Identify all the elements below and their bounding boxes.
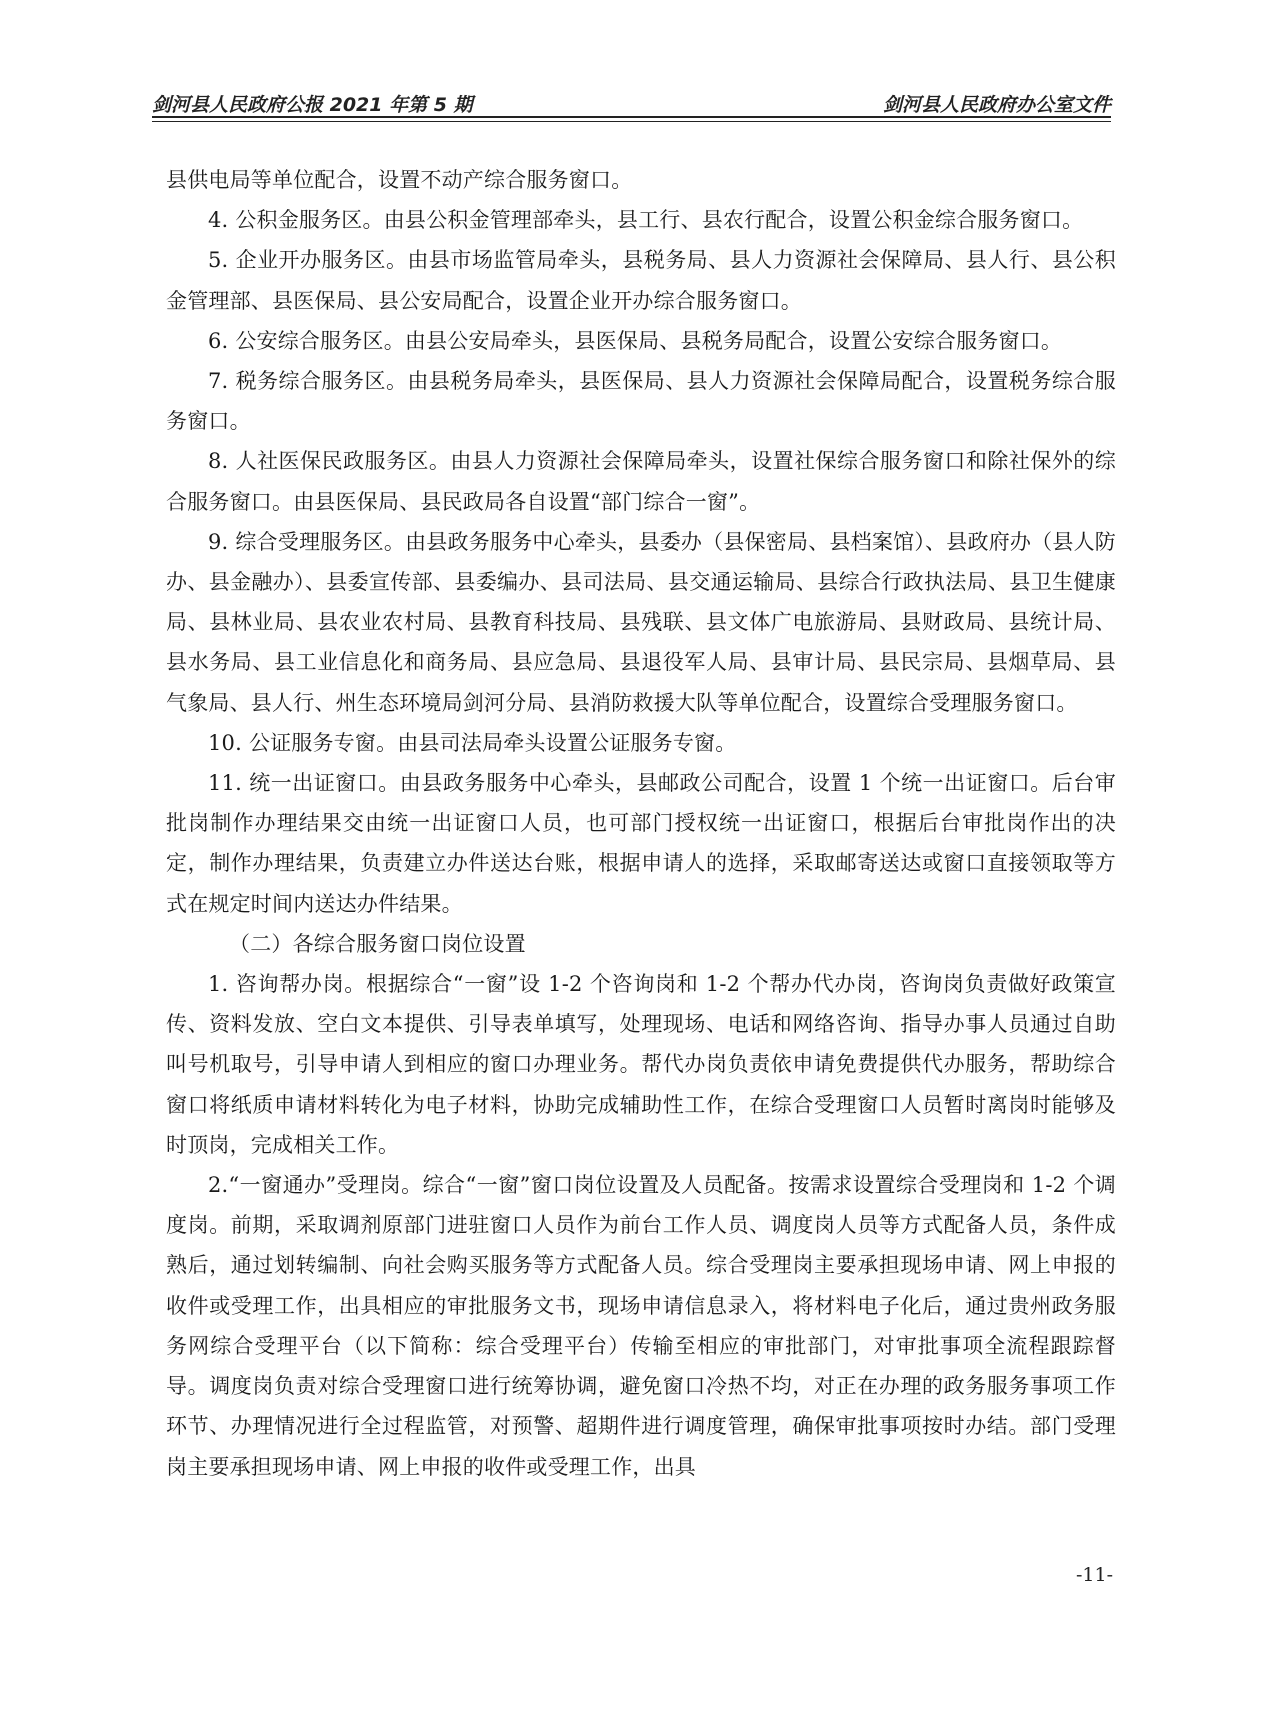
- page-number: -11-: [1075, 1564, 1113, 1586]
- header-rule-thick: [152, 116, 1111, 118]
- paragraph-item-4: 4. 公积金服务区。由县公积金管理部牵头，县工行、县农行配合，设置公积金综合服务窗口。: [208, 208, 1084, 233]
- section-heading: （二）各综合服务窗口岗位设置: [229, 931, 526, 956]
- paragraph-item-10: 10. 公证服务专窗。由县司法局牵头设置公证服务专窗。: [208, 730, 737, 755]
- paragraph-item-8: 8. 人社医保民政服务区。由县人力资源社会保障局牵头，设置社保综合服务窗口和除社保外的综合服务窗口。由县医保局、县民政局各自设置“部门综合一窗”。: [166, 449, 1116, 514]
- paragraph-item-9: 9. 综合受理服务区。由县政务服务中心牵头，县委办（县保密局、县档案馆）、县政府办（县人防办、县金融办）、县委宣传部、县委编办、县司法局、县交通运输局、县综合行政执法局、县卫生健康局、县林业局、县农业农村局、县教育科技局、县残联、县文体广电旅游局、县财政局、县统计局、县水务局、县工业信息化和商务局、县应急局、县退役军人局、县审计局、县民宗局、县烟草局、县气象局、县人行、州生态环境局剑河分局、县消防救援大队等单位配合，设置综合受理服务窗口。: [166, 529, 1116, 715]
- header-rule-thin: [152, 121, 1111, 122]
- body-text: [166, 160, 1116, 1487]
- header-document-source: 剑河县人民政府办公室文件: [882, 94, 1111, 116]
- page-header: [152, 88, 1111, 118]
- paragraph-item-11: 11. 统一出证窗口。由县政务服务中心牵头，县邮政公司配合，设置 1 个统一出证窗口。后台审批岗制作办理结果交由统一出证窗口人员，也可部门授权统一出证窗口，根据后台审批岗作出的决定，制作办理结果，负责建立办件送达台账，根据申请人的选择，采取邮寄送达或窗口直接领取等方式在规定时间内送达办件结果。: [166, 771, 1116, 916]
- header-publication-title: 剑河县人民政府公报 2021 年第 5 期: [152, 94, 473, 116]
- paragraph-post-1: 1. 咨询帮办岗。根据综合“一窗”设 1-2 个咨询岗和 1-2 个帮办代办岗，咨询岗负责做好政策宣传、资料发放、空白文本提供、引导表单填写，处理现场、电话和网络咨询、指导办事人员通过自助叫号机取号，引导申请人到相应的窗口办理业务。帮代办岗负责依申请免费提供代办服务，帮助综合窗口将纸质申请材料转化为电子材料，协助完成辅助性工作，在综合受理窗口人员暂时离岗时能够及时顶岗，完成相关工作。: [166, 972, 1116, 1157]
- paragraph-item-7: 7. 税务综合服务区。由县税务局牵头，县医保局、县人力资源社会保障局配合，设置税务综合服务窗口。: [166, 369, 1116, 434]
- paragraph-continuation: 县供电局等单位配合，设置不动产综合服务窗口。: [166, 168, 633, 192]
- paragraph-item-5: 5. 企业开办服务区。由县市场监管局牵头，县税务局、县人力资源社会保障局、县人行、县公积金管理部、县医保局、县公安局配合，设置企业开办综合服务窗口。: [166, 248, 1116, 313]
- paragraph-item-6: 6. 公安综合服务区。由县公安局牵头，县医保局、县税务局配合，设置公安综合服务窗口。: [208, 328, 1063, 353]
- paragraph-post-2: 2.“一窗通办”受理岗。综合“一窗”窗口岗位设置及人员配备。按需求设置综合受理岗和 1-2 个调度岗。前期，采取调剂原部门进驻窗口人员作为前台工作人员、调度岗人员等方式配备人员，条件成熟后，通过划转编制、向社会购买服务等方式配备人员。综合受理岗主要承担现场申请、网上申报的收件或受理工作，出具相应的审批服务文书，现场申请信息录入，将材料电子化后，通过贵州政务服务网综合受理平台（以下简称：综合受理平台）传输至相应的审批部门，对审批事项全流程跟踪督导。调度岗负责对综合受理窗口进行统筹协调，避免窗口冷热不均，对正在办理的政务服务事项工作环节、办理情况进行全过程监管，对预警、超期件进行调度管理，确保审批事项按时办结。部门受理岗主要承担现场申请、网上申报的收件或受理工作，出具: [166, 1173, 1116, 1479]
